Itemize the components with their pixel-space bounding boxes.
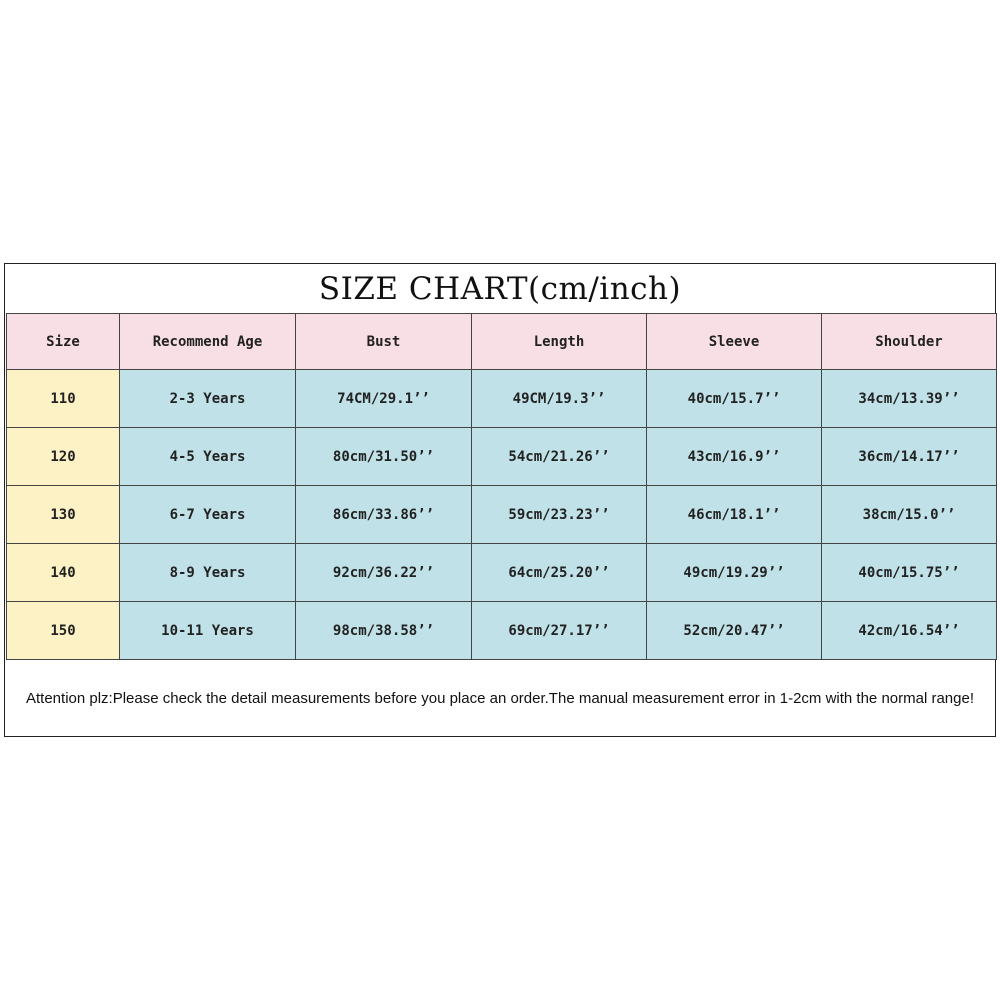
cell-length: 64cm/25.20’’ — [472, 544, 647, 602]
chart-title: SIZE CHART(cm/inch) — [318, 271, 682, 307]
cell-bust: 98cm/38.58’’ — [296, 602, 472, 660]
cell-bust: 86cm/33.86’’ — [296, 486, 472, 544]
cell-shoulder: 42cm/16.54’’ — [822, 602, 997, 660]
cell-size: 130 — [7, 486, 120, 544]
cell-shoulder: 36cm/14.17’’ — [822, 428, 997, 486]
cell-age: 6-7 Years — [120, 486, 296, 544]
cell-size: 110 — [7, 370, 120, 428]
cell-length: 59cm/23.23’’ — [472, 486, 647, 544]
cell-age: 10-11 Years — [120, 602, 296, 660]
cell-size: 120 — [7, 428, 120, 486]
cell-sleeve: 46cm/18.1’’ — [647, 486, 822, 544]
cell-sleeve: 43cm/16.9’’ — [647, 428, 822, 486]
table-row — [7, 602, 997, 660]
cell-sleeve: 40cm/15.7’’ — [647, 370, 822, 428]
table-row — [7, 428, 997, 486]
cell-length: 49CM/19.3’’ — [472, 370, 647, 428]
header-shoulder: Shoulder — [822, 314, 997, 370]
table-row — [7, 370, 997, 428]
cell-size: 140 — [7, 544, 120, 602]
table-row — [7, 486, 997, 544]
cell-bust: 80cm/31.50’’ — [296, 428, 472, 486]
header-bust: Bust — [296, 314, 472, 370]
cell-age: 4-5 Years — [120, 428, 296, 486]
table-header-row — [7, 314, 997, 370]
cell-sleeve: 52cm/20.47’’ — [647, 602, 822, 660]
size-chart — [4, 263, 996, 737]
header-sleeve: Sleeve — [647, 314, 822, 370]
cell-shoulder: 34cm/13.39’’ — [822, 370, 997, 428]
header-size: Size — [7, 314, 120, 370]
cell-age: 2-3 Years — [120, 370, 296, 428]
header-length: Length — [472, 314, 647, 370]
cell-shoulder: 40cm/15.75’’ — [822, 544, 997, 602]
cell-length: 54cm/21.26’’ — [472, 428, 647, 486]
cell-sleeve: 49cm/19.29’’ — [647, 544, 822, 602]
cell-age: 8-9 Years — [120, 544, 296, 602]
cell-size: 150 — [7, 602, 120, 660]
cell-bust: 92cm/36.22’’ — [296, 544, 472, 602]
size-table — [6, 313, 997, 660]
table-row — [7, 544, 997, 602]
attention-note: Attention plz:Please check the detail measurements before you place an order.The manual measurement error in 1-2cm with the normal range! — [26, 690, 974, 707]
cell-bust: 74CM/29.1’’ — [296, 370, 472, 428]
cell-length: 69cm/27.17’’ — [472, 602, 647, 660]
header-recommend-age: Recommend Age — [120, 314, 296, 370]
cell-shoulder: 38cm/15.0’’ — [822, 486, 997, 544]
